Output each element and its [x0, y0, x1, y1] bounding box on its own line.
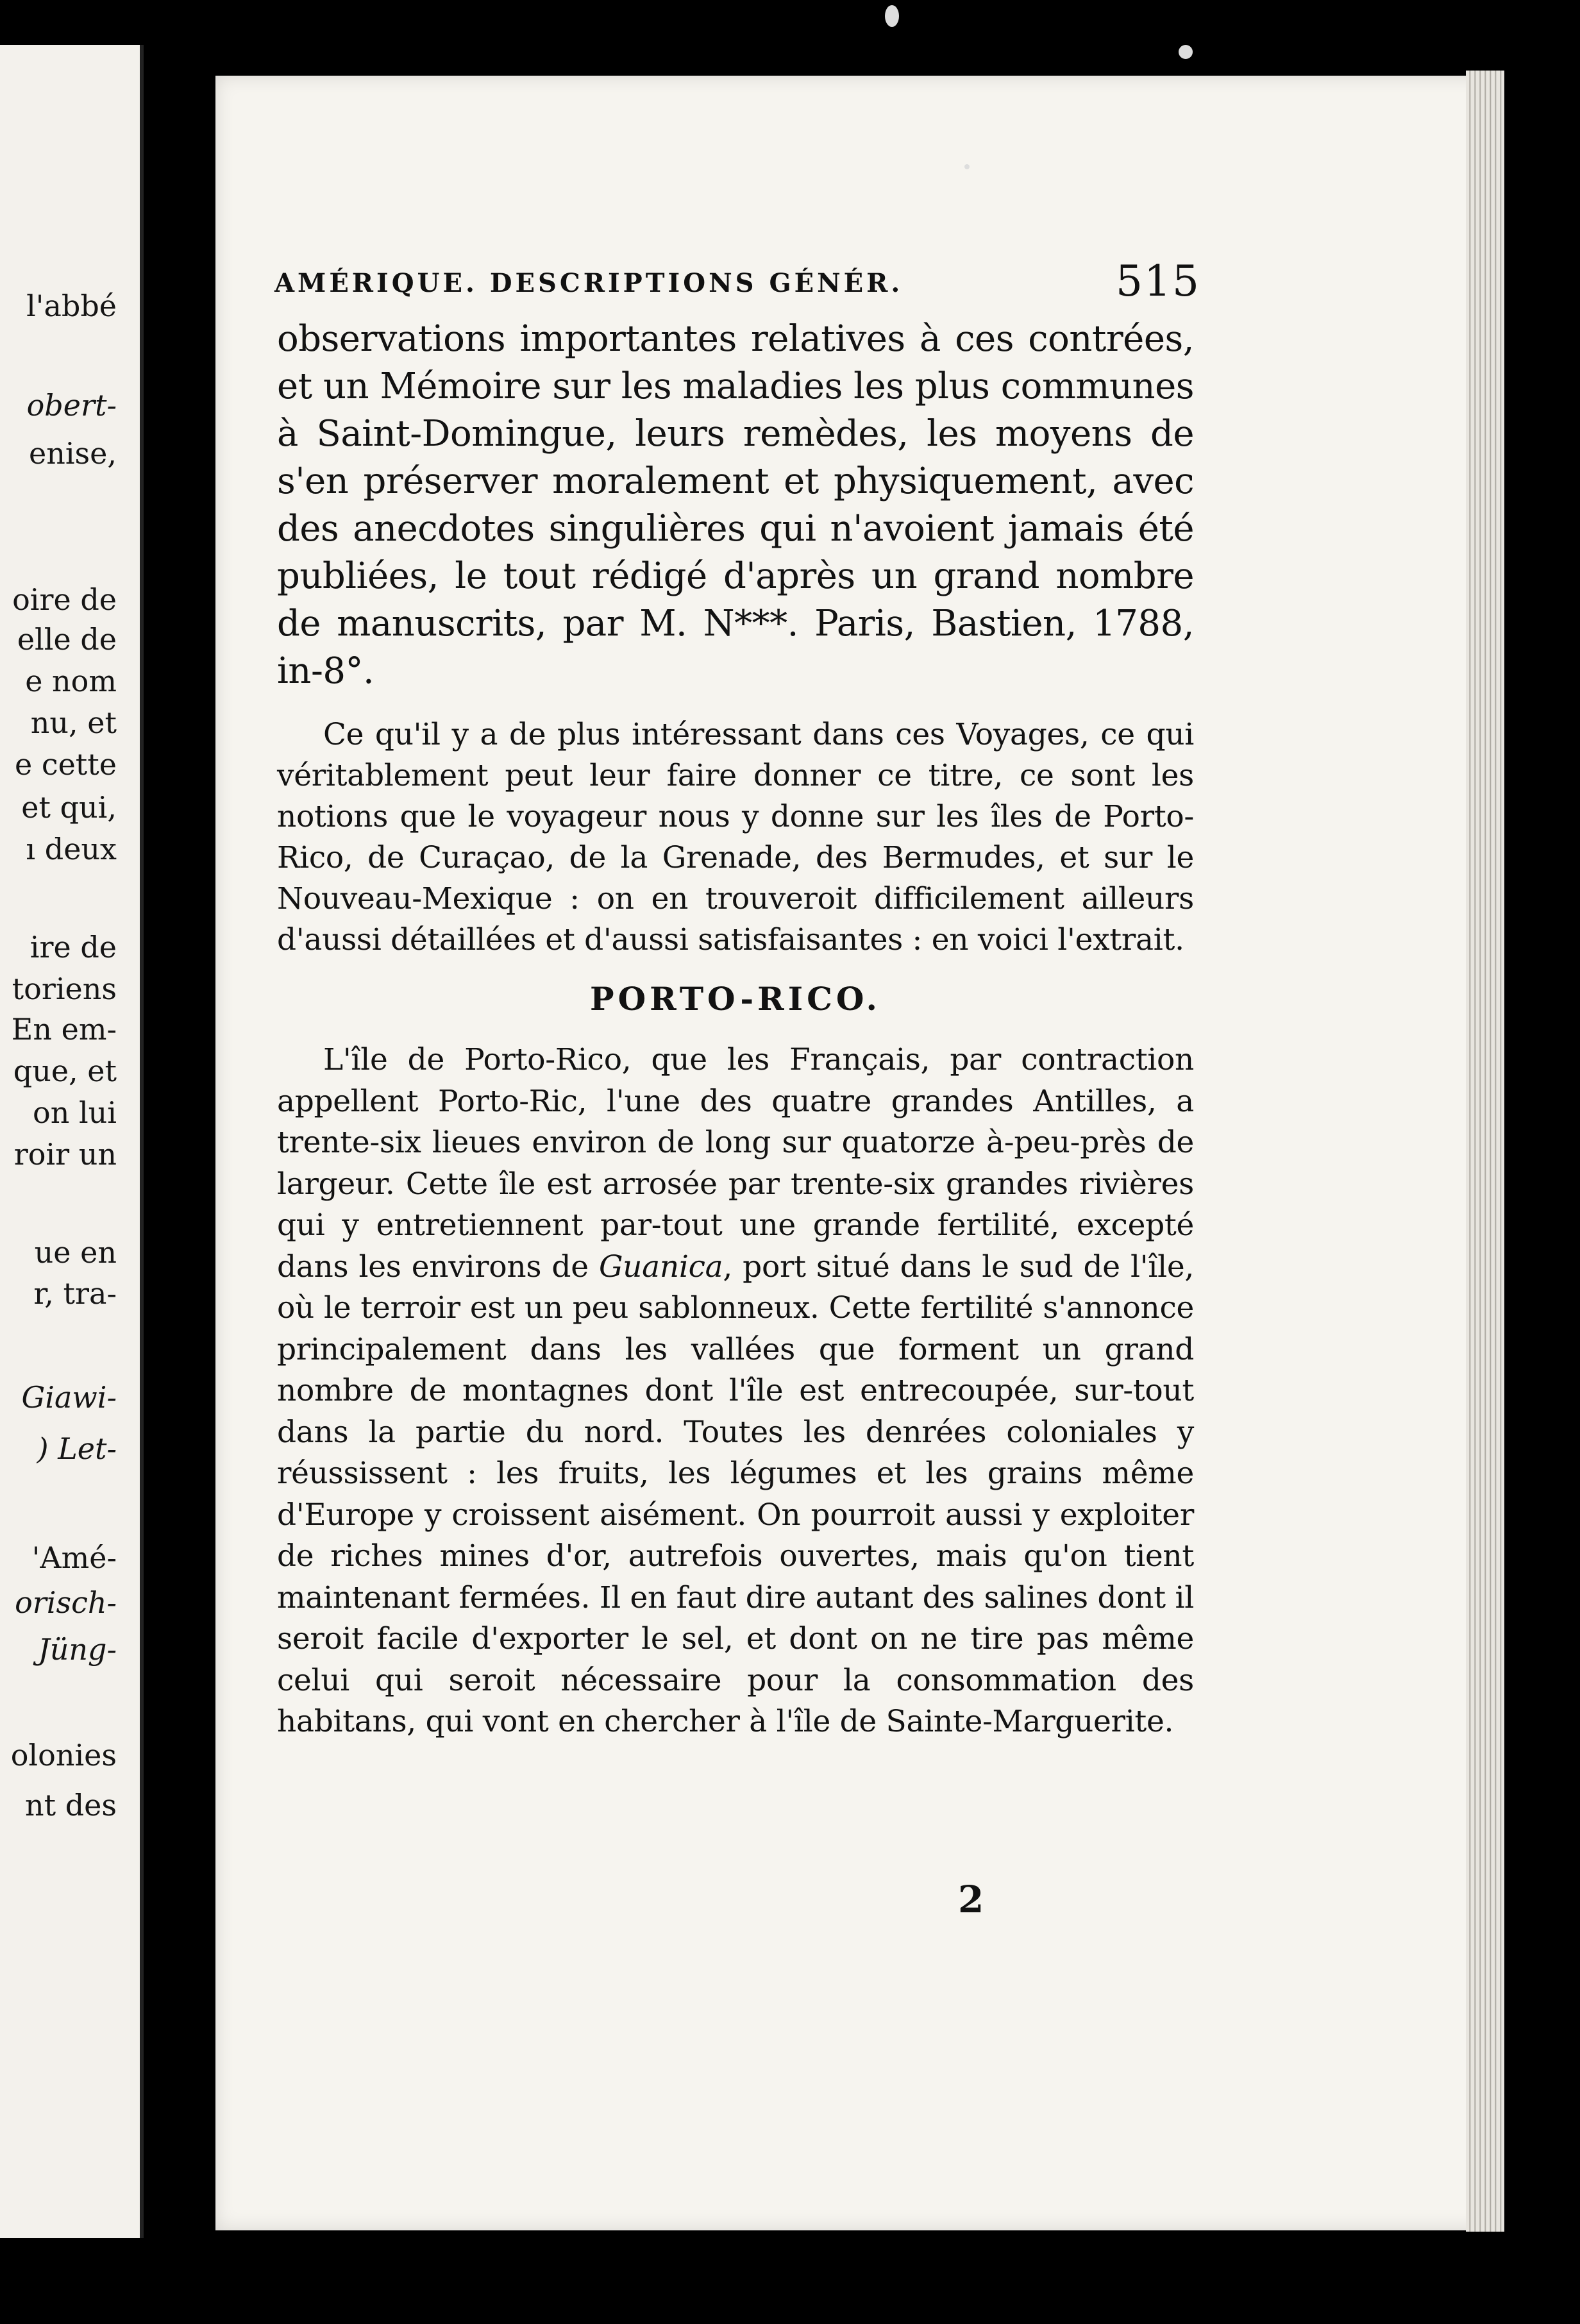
left-page-line: r, tra- — [33, 1276, 117, 1311]
left-page-line: l'abbé — [26, 289, 117, 323]
left-page-line: nu, et — [30, 705, 117, 740]
left-facing-page — [0, 45, 144, 2238]
dust-speck — [964, 164, 970, 169]
place-name-italic: Guanica — [598, 1249, 723, 1284]
left-page-line: elle de — [17, 622, 117, 657]
left-page-line: nt des — [24, 1788, 117, 1823]
left-page-line: ue en — [34, 1235, 117, 1270]
left-page-line: toriens — [12, 972, 117, 1006]
left-page-line: 'Amé- — [31, 1540, 117, 1575]
left-page-line: Jüng- — [38, 1632, 117, 1667]
paragraph-porto-rico-text-b: , port situé dans le sud de l'île, où le terroir est un peu sablonneux. Cette fertilité s'annonce principalement dans les vallées que forment un grand nombre de montagnes dont l'île est entrecoupée, sur-tout dans la partie du nord. Toutes les denrées coloniales y réussissent : les fruits, les légumes et les grains même d'Europe y croissent aisément. On pourroit aussi y exploiter de riches mines d'or, autrefois ouvertes, mais qu'on tient maintenant fermées. Il en faut dire autant des salines dont il seroit facile d'exporter le sel, et dont on ne tire pas même celui qui seroit nécessaire pour la consommation des habitans, qui vont en chercher à l'île de Sainte-Marguerite. — [277, 1249, 1194, 1739]
running-head: AMÉRIQUE. DESCRIPTIONS GÉNÉR. — [274, 268, 903, 298]
left-page-line: e cette — [14, 747, 117, 782]
left-page-line: enise, — [28, 436, 117, 471]
page-body — [277, 316, 1194, 1743]
left-page-line: ) Let- — [37, 1431, 117, 1466]
paragraph-continuation: observations importantes relatives à ces contrées, et un Mémoire sur les maladies les plus communes à Saint-Domingue, leurs remèdes, les moyens de s'en préserver moralement et physiquement, avec des anecdotes singulières qui n'avoient jamais été publiées, le tout rédigé d'après un grand nombre de manuscrits, par M. N***. Paris, Bastien, 1788, in-8°. — [277, 318, 1194, 692]
left-page-line: obert- — [26, 388, 117, 423]
left-page-line: e nom — [25, 664, 117, 698]
paragraph-commentary: Ce qu'il y a de plus intéressant dans ces Voyages, ce qui véritablement peut leur faire donner ce titre, ce sont les notions que le voyageur nous y donne sur les îles de Porto-Rico, de Curaçao, de la Grenade, des Bermudes, et sur le Nouveau-Mexique : on en trouveroit difficilement ailleurs d'aussi détaillées et d'aussi satisfaisantes : en voici l'extrait. — [277, 717, 1194, 957]
left-page-line: orisch- — [15, 1585, 117, 1620]
section-title: PORTO-RICO. — [590, 980, 881, 1018]
left-page-line: oire de — [12, 582, 117, 617]
page-number: 515 — [1116, 257, 1200, 306]
paragraph-porto-rico — [277, 1040, 1194, 1743]
page-header — [274, 257, 1200, 306]
left-page-line: olonies — [10, 1738, 117, 1772]
paragraph-porto-rico-text-a: L'île de Porto-Rico, que les Français, par contraction appellent Porto-Ric, l'une des quatre grandes Antilles, a trente-six lieues environ de long sur quatorze à-peu-près de largeur. Cette île est arrosée par trente-six grandes rivières qui y entretiennent par-tout une grande fertilité, excepté dans les environs de — [277, 1042, 1194, 1284]
left-page-line: En em- — [11, 1012, 117, 1047]
left-page-line: on lui — [33, 1095, 117, 1130]
left-page-line: ı deux — [26, 832, 117, 866]
signature-mark: 2 — [958, 1878, 984, 1921]
dust-speck — [885, 5, 899, 27]
left-page-line: Giawi- — [21, 1380, 117, 1415]
left-page-line: roir un — [13, 1137, 117, 1172]
left-page-line: ire de — [29, 930, 117, 964]
left-page-line: que, et — [13, 1054, 117, 1088]
dust-speck — [1179, 45, 1193, 59]
left-page-line: et qui, — [21, 790, 117, 825]
page-edges — [1466, 71, 1504, 2232]
